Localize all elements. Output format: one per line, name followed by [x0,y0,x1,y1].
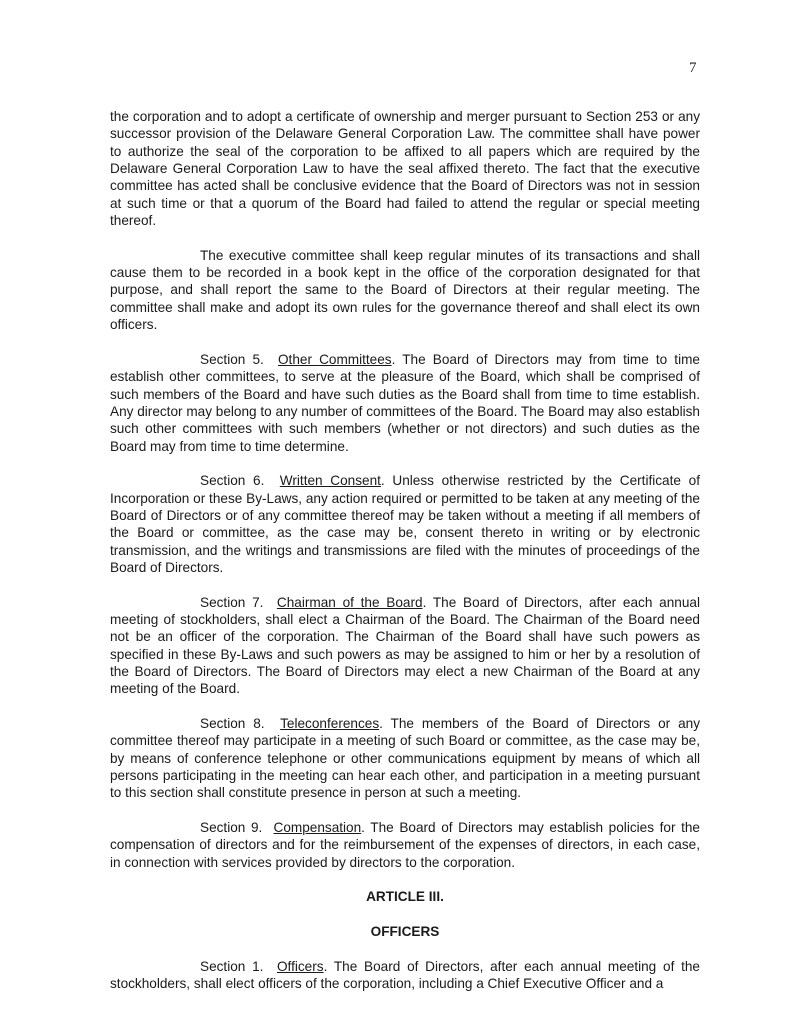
section-5-other-committees [110,351,700,455]
section-text: . The Board of Directors may from time to time establish other committees, to serve at the pleasure of the Board, which shall be comprised of such members of the Board and have such duties as the Board shall from time to time establish. Any director may belong to any number of committees of the Board. The Board may also establish such other committees with such members (whether or not directors) and such duties as the Board may from time to time determine. [110,351,700,454]
section-text: . The Board of Directors may establish policies for the compensation of directors and for the reimbursement of the expenses of directors, in each case, in connection with services provided by directors to the corporation. [110,820,700,870]
section-heading: Chairman of the Board [276,594,423,610]
article-title: ARTICLE III. [366,889,444,905]
section-label: Section 6. [200,473,265,489]
article-subtitle: OFFICERS [370,924,440,940]
page-number: 7 [689,60,697,76]
section-6-written-consent [110,472,700,576]
section-9-compensation [110,819,700,871]
document-body [110,108,700,1010]
section-heading: Compensation [273,820,362,836]
section-text: . Unless otherwise restricted by the Certificate of Incorporation or these By-Laws, any action required or permitted to be taken at any meeting of the Board of Directors or of any committee thereof may be taken without a meeting if all members of the Board or committee, as the case may be, consent thereto in writing or by electronic transmission, and the writings and transmissions are filed with the minutes of proceedings of the Board of Directors. [110,473,700,575]
section-heading: Written Consent [279,473,381,489]
section-text: . The Board of Directors, after each annual meeting of the stockholders, shall elect officers of the corporation, including a Chief Executive Officer and a [110,958,700,992]
article-3-section-1-officers [110,958,700,993]
section-text: . The members of the Board of Directors or any committee thereof may participate in a meeting of such Board or committee, as the case may be, by means of conference telephone or other communications equipment by means of which all persons participating in the meeting can hear each other, and participation in a meeting pursuant to this section shall constitute presence in person at such a meeting. [110,716,700,801]
paragraph-executive-committee-minutes: The executive committee shall keep regular minutes of its transactions and shall cause them to be recorded in a book kept in the office of the corporation designated for that purpose, and shall report the same to the Board of Directors at their regular meeting. The committee shall make and adopt its own rules for the governance thereof and shall elect its own officers. [110,247,700,333]
section-heading: Teleconferences [280,716,380,732]
section-label: Section 1. [200,958,264,974]
section-label: Section 5. [200,351,264,367]
section-label: Section 8. [200,716,265,732]
paragraph-continuation: the corporation and to adopt a certificate of ownership and merger pursuant to Section 253 or any successor provision of the Delaware General Corporation Law. The committee shall have power to authorize the seal of the corporation to be affixed to all papers which are required by the Delaware General Corporation Law to have the seal affixed thereto. The fact that the executive committee has acted shall be conclusive evidence that the Board of Directors was not in session at such time or that a quorum of the Board had failed to attend the regular or special meeting thereof. [110,109,700,229]
section-label: Section 9. [200,820,263,836]
section-8-teleconferences [110,715,700,802]
section-heading: Officers [276,958,324,974]
section-text: . The Board of Directors, after each annual meeting of stockholders, shall elect a Chairman of the Board. The Chairman of the Board need not be an officer of the corporation. The Chairman of the Board shall have such powers as specified in these By-Laws and such powers as may be assigned to him or her by a resolution of the Board of Directors. The Board of Directors may elect a new Chairman of the Board at any meeting of the Board. [110,594,700,697]
section-heading: Other Committees [277,351,392,367]
section-label: Section 7. [200,594,264,610]
section-7-chairman-of-the-board [110,594,700,698]
